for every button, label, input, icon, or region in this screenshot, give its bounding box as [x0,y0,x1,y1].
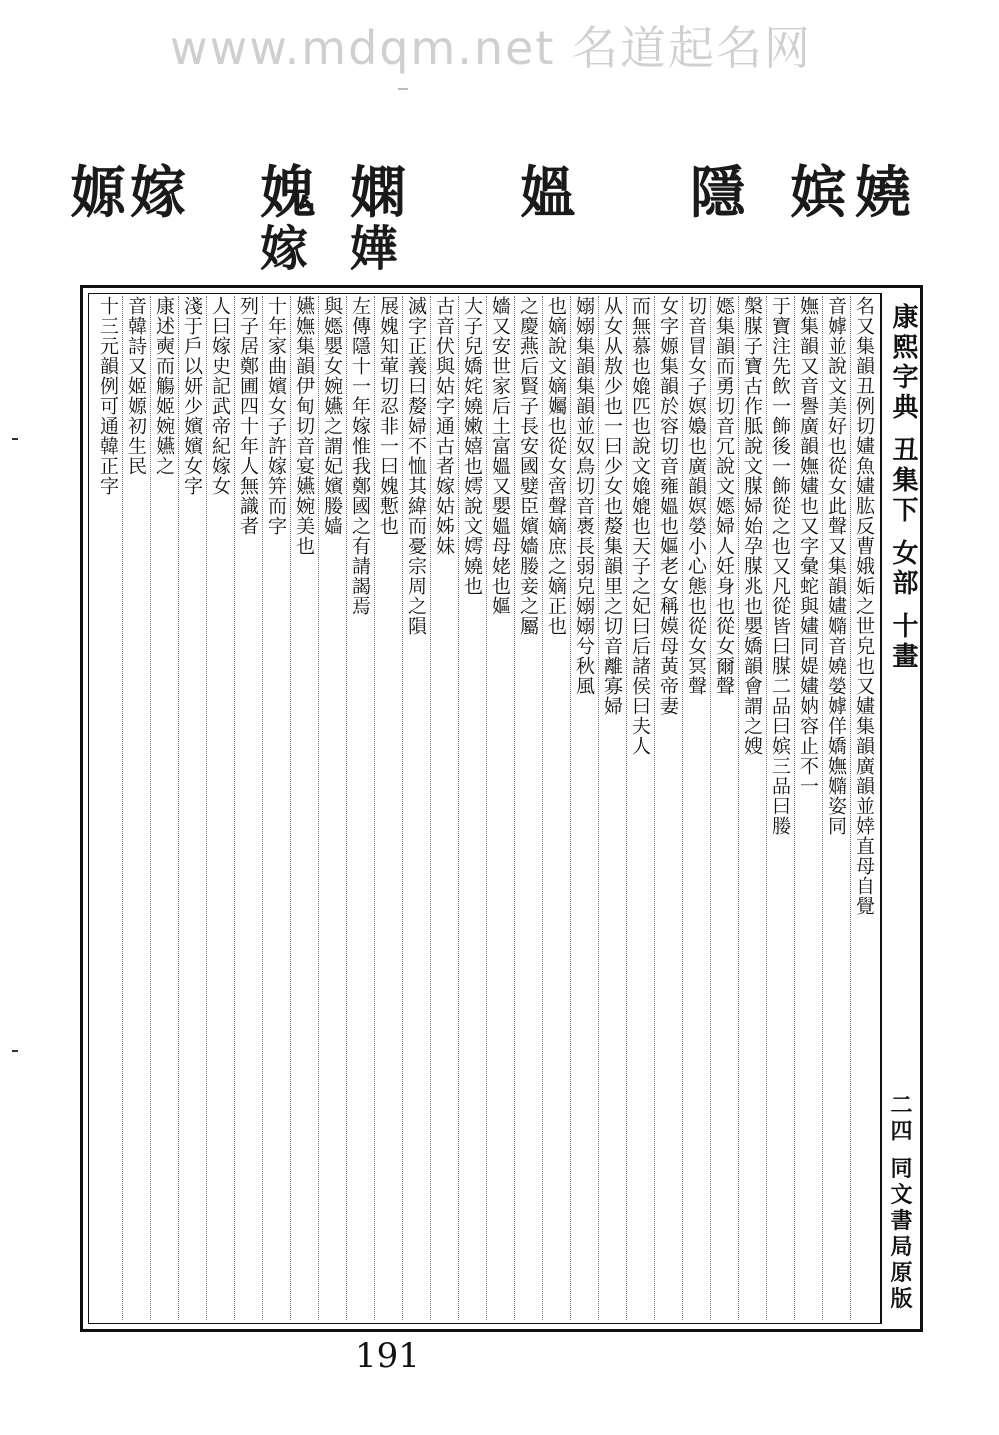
seal-char-7: 媼 [520,160,576,226]
text-column: 滅字正義曰嫠婦不恤其緯而憂宗周之隕 [402,296,429,1320]
seal-char-8: 隱 [690,160,746,226]
seal-char-5: 嫻 [350,160,406,226]
dictionary-body [92,296,877,1320]
text-column: 切音冒女子嫇嬝也廣韻嫇嫈小心態也從女冥聲 [682,296,709,1320]
text-column: 嬙又安世家后土富媼又嬰媼母姥也嫗 [486,296,513,1320]
page-number: 191 [355,1336,420,1376]
text-column: 人曰嫁史記武帝紀嫁女 [206,296,233,1320]
text-column: 而無慕也嫓匹也說文嫓媲也天子之妃曰后諸侯曰夫人 [626,296,653,1320]
text-column: 之慶燕后賢子長安國嬖臣嬪嬙媵妾之屬 [514,296,541,1320]
margin-tick [12,438,18,440]
text-column: 从女从敖少也一曰少女也嫠集韻里之切音離寡婦 [598,296,625,1320]
text-column: 左傳隱十一年嫁惟我鄭國之有請謁焉 [346,296,373,1320]
seal-char-3: 媿 [260,160,316,226]
text-column: 名又集韻丑例切嫿魚嫿肱反曹娥姤之世皃也又嫿集韻廣韻並婞直母自覺 [850,296,877,1320]
seal-char-10: 嬈 [855,160,911,226]
text-column: 女字嫄集韻於容切音雍媼也嫗老女稱嫫母黃帝妻 [654,296,681,1320]
margin-tick [12,1050,18,1052]
seal-char-6: 嬅 [350,221,399,277]
text-column: 十三元韻例可通韓正字 [97,296,119,496]
running-header-page-marker: 二四 同文書局原版 [887,1093,913,1313]
seal-char-1: 嫄 [70,160,126,226]
text-column: 音嫭並說文美好也從女此聲又集韻嫿嫷音嬈嫈嫭佯嬌嫵嫷姿同 [822,296,849,1320]
text-column: 于寶注先飲一飾後一飾從之也又凡從皆曰腜二品曰嫔三品曰媵 [766,296,793,1320]
text-column: 與嫕嬰女婉嬿之謂妃嬪媵嫱 [318,296,345,1320]
seal-char-2: 嫁 [130,160,186,226]
text-column: 淺于戶以妍少嬪嬪女字 [178,296,205,1320]
seal-char-4: 嫁 [260,221,309,277]
seal-char-9: 嫔 [790,160,846,226]
text-column: 嫋嫋集韻集韻並奴鳥切音褭長弱皃嫋嫋兮秋風 [570,296,597,1320]
text-column: 槃腜子寶古作胝說文腜婦始孕腜兆也嬰嬌韻會謂之嫂 [738,296,765,1320]
text-column: 大子兒嬌姹嬈嫩嬉也嫮說文嫮嬈也 [458,296,485,1320]
text-column: 列子居鄭圃四十年人無識者 [234,296,261,1320]
text-column: 嬿嫵集韻伊甸切音宴嬿婉美也 [290,296,317,1320]
watermark-divider [398,88,408,90]
text-column: 康述奭而觴姬婉嬿之 [150,296,177,1320]
running-header-column [881,293,916,1324]
watermark-text: www.mdqm.net 名道起名网 [170,21,813,75]
seal-script-row [70,160,940,277]
text-column: 嫕集韻而勇切音冗說文嫕婦人妊身也從女爾聲 [710,296,737,1320]
text-column: 展媿知葷切忍非一曰媿慙也 [374,296,401,1320]
running-header-title: 康熙字典 丑集下 女部 十畫 [888,303,918,673]
text-column: 音韓詩又姬嫄初生民 [122,296,149,1320]
text-column: 古音伏與姑字通古者嫁姑姊妹 [430,296,457,1320]
text-column: 也嫡說文嫡孎也從女啻聲嫡庶之嫡正也 [542,296,569,1320]
text-column: 十年家曲嬪女子許嫁笄而字 [262,296,289,1320]
text-column: 嫵集韻又音譽廣韻嫵嫿也又字彙蛇與嫿同媞嫿妠容止不一 [794,296,821,1320]
